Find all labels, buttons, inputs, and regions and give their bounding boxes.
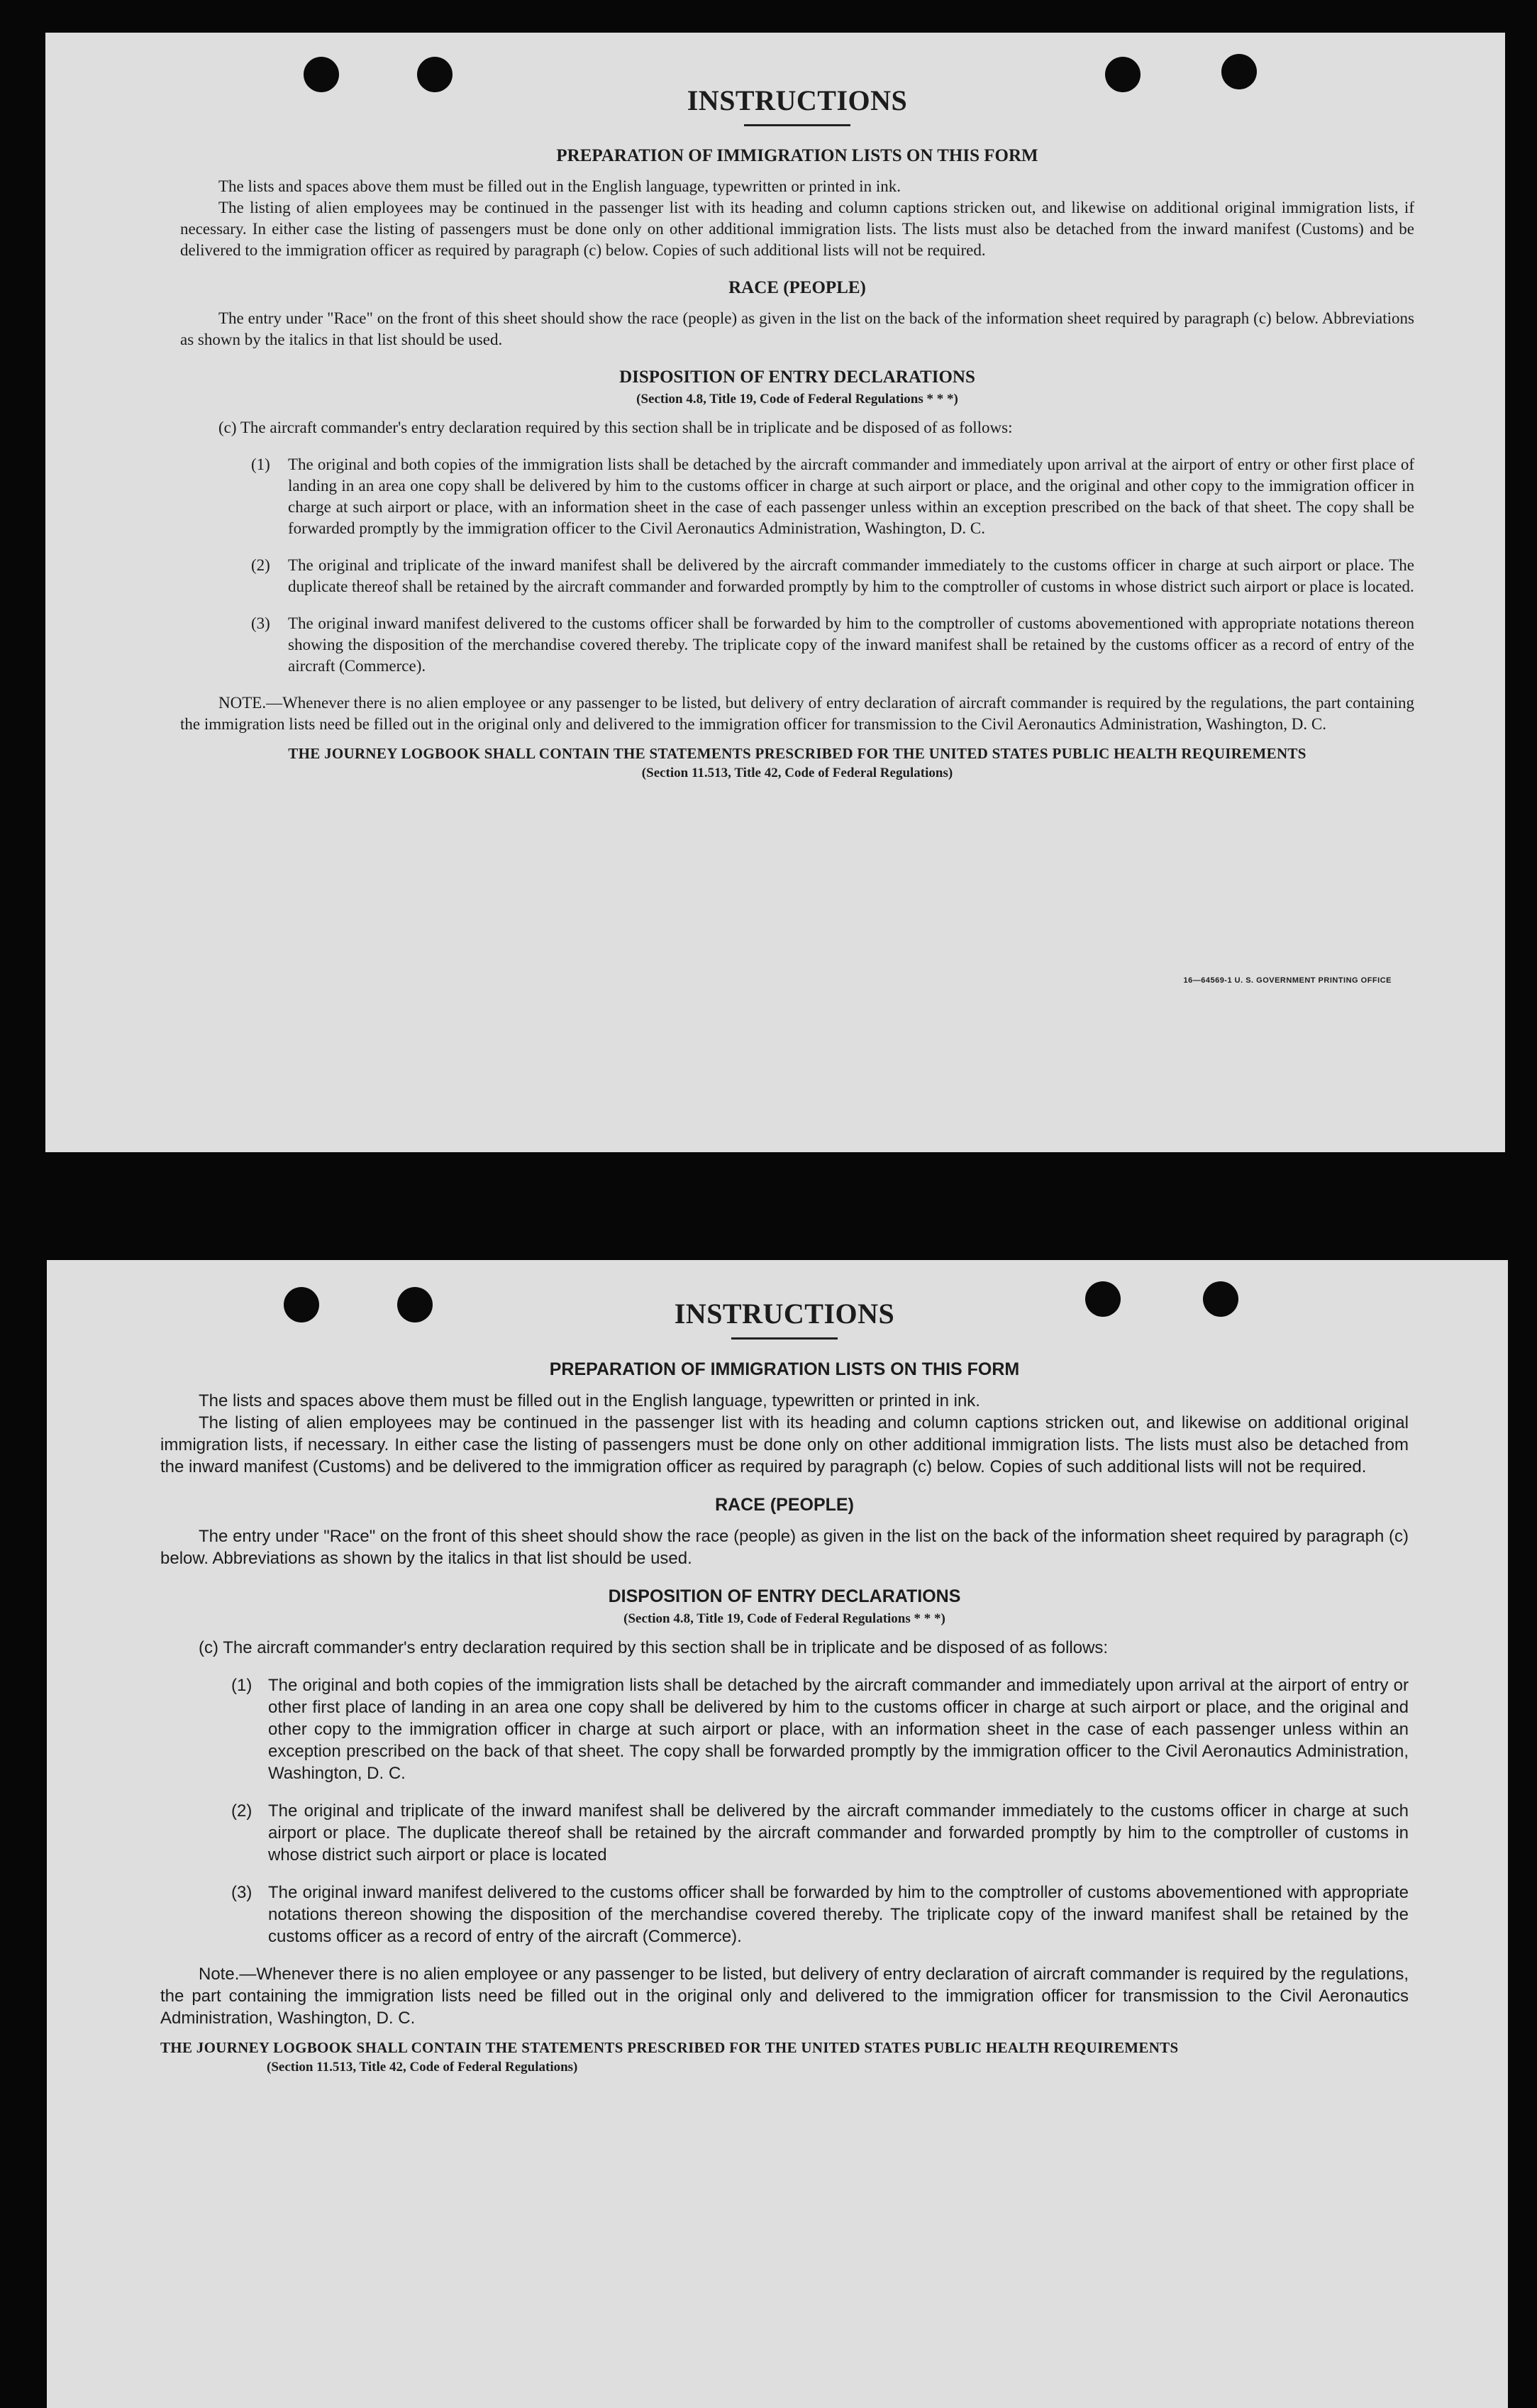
item-text: The original inward manifest delivered to the customs officer shall be forwarded by him to the comptroller of customs abovementioned with appropriate notations thereon showing the disposition of the merchandise covered thereby. The triplicate copy of the inward manifest shall be retained by the customs officer as a record of entry of the aircraft (Commerce).: [288, 614, 1414, 675]
section-heading-preparation: PREPARATION OF IMMIGRATION LISTS ON THIS FORM: [549, 1359, 1020, 1379]
item-text: The original inward manifest delivered to the customs officer shall be forwarded by him to the comptroller of customs abovementioned with appropriate notations thereon showing the disposition of the merchandise covered thereby. The triplicate copy of the inward manifest shall be retained by the customs officer as a record of entry of the aircraft (Commerce).: [268, 1883, 1409, 1946]
instruction-sheet-upper: [45, 33, 1505, 1152]
section-heading-race: RACE (PEOPLE): [728, 278, 866, 297]
paragraph: The lists and spaces above them must be filled out in the English language, typewritten or printed in ink.: [199, 1391, 980, 1410]
item-number: (2): [231, 1801, 253, 1821]
footer-citation: (Section 11.513, Title 42, Code of Federal Regulations): [641, 766, 953, 780]
footer-title: THE JOURNEY LOGBOOK SHALL CONTAIN THE STATEMENTS PRESCRIBED FOR THE UNITED STATES PUBLIC HEALTH REQUIREMENTS: [160, 2039, 1179, 2056]
title-divider: [731, 1337, 838, 1340]
paragraph-c: (c) The aircraft commander's entry declaration required by this section shall be in triplicate and be disposed of as follows:: [218, 419, 1013, 436]
paragraph: The lists and spaces above them must be filled out in the English language, typewritten or printed in ink.: [218, 177, 901, 195]
paragraph: The entry under "Race" on the front of this sheet should show the race (people) as given in the list on the back of the information sheet required by paragraph (c) below. Abbreviations as shown by the italics in that list should be used.: [180, 309, 1414, 348]
section-heading-preparation: PREPARATION OF IMMIGRATION LISTS ON THIS FORM: [556, 146, 1038, 165]
footer-citation: (Section 11.513, Title 42, Code of Federal Regulations): [267, 2060, 578, 2075]
section-citation: (Section 4.8, Title 19, Code of Federal Regulations * * *): [636, 392, 958, 407]
section-heading-race: RACE (PEOPLE): [715, 1495, 854, 1515]
item-number: (3): [231, 1883, 253, 1902]
paragraph: The listing of alien employees may be continued in the passenger list with its heading and column captions stricken out, and likewise on additional original immigration lists, if necessary. In either case the listing of passengers must be done only on other additional immigration lists. The lists must also be detached from the inward manifest (Customs) and be delivered to the immigration officer as required by paragraph (c) below. Copies of such additional lists will not be required.: [180, 199, 1414, 259]
list-item: [251, 555, 1414, 597]
list-item: [231, 1800, 1409, 1866]
footer-title: THE JOURNEY LOGBOOK SHALL CONTAIN THE STATEMENTS PRESCRIBED FOR THE UNITED STATES PUBLIC HEALTH REQUIREMENTS: [288, 745, 1306, 762]
item-text: The original and triplicate of the inward manifest shall be delivered by the aircraft commander immediately to the customs officer in charge at such airport or place. The duplicate thereof shall be retained by the aircraft commander and forwarded promptly by him to the comptroller of customs in whose district such airport or place is located: [268, 1801, 1409, 1865]
note-paragraph: NOTE.—Whenever there is no alien employee or any passenger to be listed, but delivery of entry declaration of aircraft commander is required by the regulations, the part containing the immigration lists need be filled out in the original only and delivered to the immigration officer for transmission to the Civil Aeronautics Administration, Washington, D. C.: [180, 694, 1414, 733]
page-title: INSTRUCTIONS: [687, 84, 908, 116]
instruction-sheet-lower: [47, 1260, 1508, 2408]
section-heading-disposition: DISPOSITION OF ENTRY DECLARATIONS: [608, 1586, 961, 1606]
paragraph: The entry under "Race" on the front of this sheet should show the race (people) as given in the list on the back of the information sheet required by paragraph (c) below. Abbreviations as shown by the italics in that list should be used.: [160, 1527, 1409, 1568]
item-number: (1): [251, 455, 270, 473]
paragraph-c: (c) The aircraft commander's entry declaration required by this section shall be in triplicate and be disposed of as follows:: [199, 1638, 1109, 1657]
section-citation: (Section 4.8, Title 19, Code of Federal Regulations * * *): [623, 1611, 945, 1626]
page-title: INSTRUCTIONS: [674, 1298, 895, 1330]
list-item: [251, 613, 1414, 677]
paragraph: The listing of alien employees may be continued in the passenger list with its heading and column captions stricken out, and likewise on additional original immigration lists, if necessary. In either case the listing of passengers must be done only on other additional immigration lists. The lists must also be detached from the inward manifest (Customs) and be delivered to the immigration officer as required by paragraph (c) below. Copies of such additional lists will not be required.: [160, 1413, 1409, 1476]
note-paragraph: Note.—Whenever there is no alien employee or any passenger to be listed, but delivery of entry declaration of aircraft commander is required by the regulations, the part containing the immigration lists need be filled out in the original only and delivered to the immigration officer for transmission to the Civil Aeronautics Administration, Washington, D. C.: [160, 1965, 1409, 2028]
item-text: The original and both copies of the immigration lists shall be detached by the aircraft commander and immediately upon arrival at the airport of entry or other first place of landing in an area one copy shall be delivered by him to the customs officer in charge at such airport or place, and the original and other copy to the immigration officer in charge at such airport or place, with an information sheet in the case of each passenger unless within an exception prescribed on the back of that sheet. The copy shall be forwarded promptly by the immigration officer to the Civil Aeronautics Administration, Washington, D. C.: [268, 1676, 1409, 1783]
item-text: The original and triplicate of the inward manifest shall be delivered by the aircraft commander immediately to the customs officer in charge at such airport or place. The duplicate thereof shall be retained by the aircraft commander and forwarded promptly by him to the comptroller of customs in whose district such airport or place is located.: [288, 556, 1414, 595]
printing-office-imprint: 16—64569-1 U. S. GOVERNMENT PRINTING OFFICE: [1183, 976, 1392, 985]
list-item: [231, 1674, 1409, 1784]
list-item: [231, 1882, 1409, 1948]
sheet-content: [160, 1297, 1409, 2075]
item-number: (2): [251, 556, 270, 574]
list-item: [251, 454, 1414, 539]
section-heading-disposition: DISPOSITION OF ENTRY DECLARATIONS: [619, 368, 975, 387]
item-number: (3): [251, 614, 270, 632]
item-text: The original and both copies of the immigration lists shall be detached by the aircraft commander and immediately upon arrival at the airport of entry or other first place of landing in an area one copy shall be delivered by him to the customs officer in charge at such airport or place, and the original and other copy to the immigration officer in charge at such airport or place, with an information sheet in the case of each passenger unless within an exception prescribed on the back of that sheet. The copy shall be forwarded promptly by the immigration officer to the Civil Aeronautics Administration, Washington, D. C.: [288, 455, 1414, 537]
title-divider: [744, 124, 850, 126]
item-number: (1): [231, 1676, 253, 1695]
sheet-content: [180, 84, 1414, 781]
